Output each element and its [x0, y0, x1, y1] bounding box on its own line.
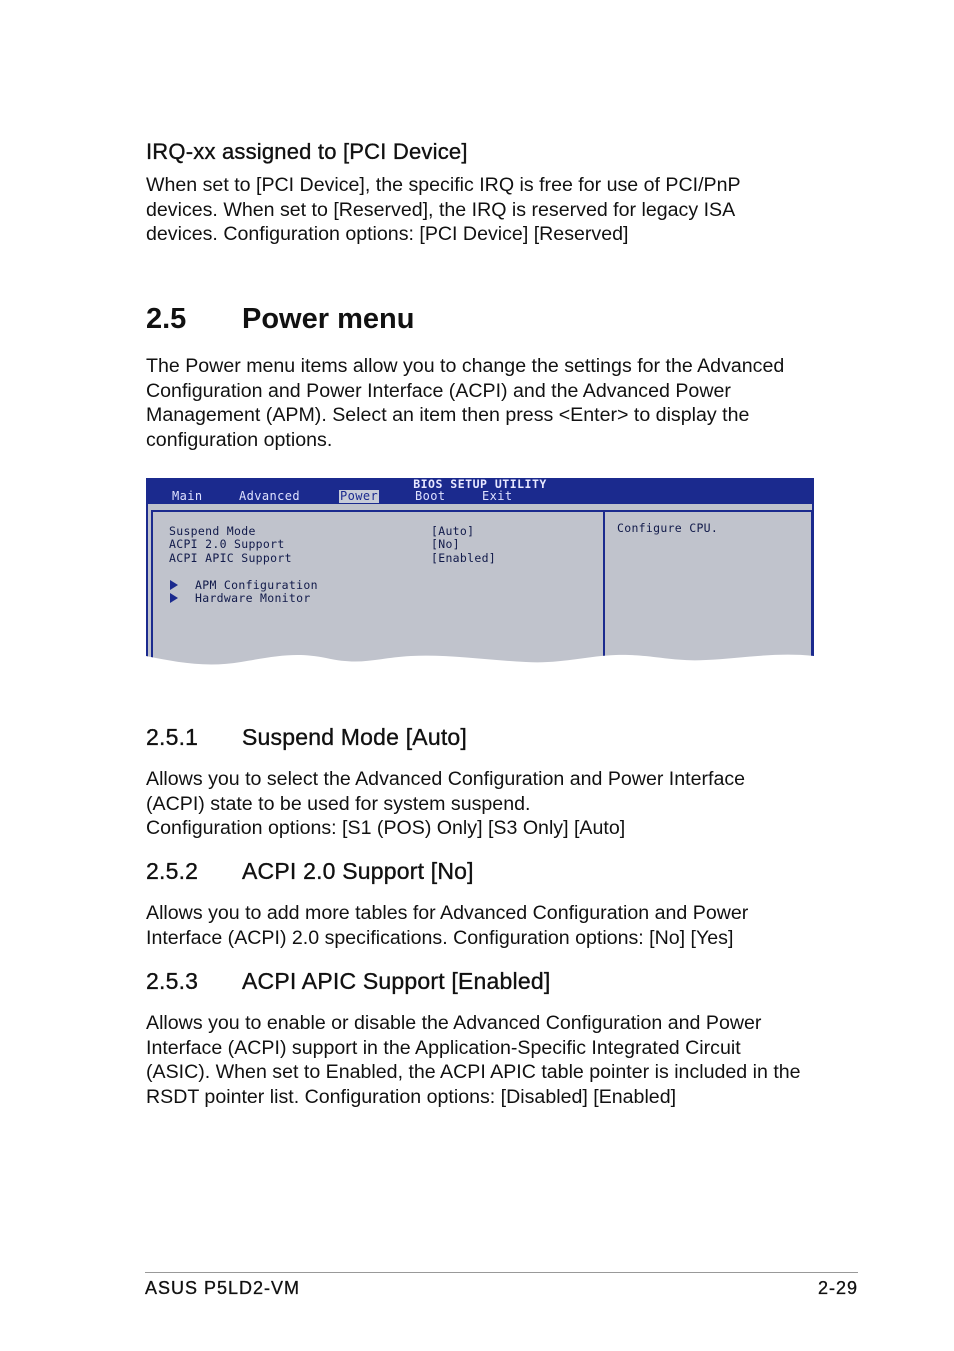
- section-number: 2.5: [146, 303, 187, 335]
- text-line: Interface (ACPI) support in the Application-Specific Integrated Circuit: [146, 1036, 741, 1059]
- text-line: Configuration and Power Interface (ACPI) and the Advanced Power: [146, 379, 731, 402]
- subsection-heading-2-5-1: [146, 724, 467, 751]
- bios-title: BIOS SETUP UTILITY: [413, 477, 547, 491]
- bios-tab-exit[interactable]: Exit: [482, 489, 513, 503]
- subsection-title: Suspend Mode [Auto]: [242, 724, 468, 750]
- bios-setting-value[interactable]: [No]: [431, 537, 460, 551]
- subsection-body-2-5-2: [146, 901, 826, 950]
- bios-tab-advanced[interactable]: Advanced: [239, 489, 300, 503]
- bios-tab-main[interactable]: Main: [172, 489, 203, 503]
- bios-tab-boot[interactable]: Boot: [415, 489, 446, 503]
- text-line: devices. Configuration options: [PCI Device] [Reserved]: [146, 223, 629, 245]
- bios-setting-value[interactable]: [Auto]: [431, 524, 475, 538]
- text-line: configuration options.: [146, 428, 333, 451]
- subsection-number: 2.5.3: [146, 968, 199, 994]
- section-title: Power menu: [242, 303, 415, 335]
- subsection-body-2-5-1: [146, 767, 826, 841]
- text-line: Allows you to enable or disable the Advanced Configuration and Power: [146, 1012, 762, 1034]
- text-line: RSDT pointer list. Configuration options: [Disabled] [Enabled]: [146, 1085, 677, 1108]
- bios-submenu-apm-configuration[interactable]: APM Configuration: [195, 578, 318, 592]
- bios-setting-suspend-mode[interactable]: Suspend Mode: [169, 524, 256, 538]
- bios-edge: [146, 504, 148, 664]
- text-line: Configuration options: [S1 (POS) Only] [S3 Only] [Auto]: [146, 817, 626, 839]
- text-line: Allows you to add more tables for Advanced Configuration and Power: [146, 902, 749, 924]
- bios-help-text: Configure CPU.: [617, 521, 719, 535]
- section-heading: [146, 303, 414, 336]
- subsection-title: ACPI APIC Support [Enabled]: [242, 968, 551, 994]
- text-line: Management (APM). Select an item then press <Enter> to display the: [146, 404, 750, 426]
- bios-submenu-hardware-monitor[interactable]: Hardware Monitor: [195, 591, 311, 605]
- footer-divider: [145, 1272, 858, 1273]
- irq-description: [146, 173, 826, 247]
- bios-screenshot: [146, 478, 814, 690]
- subsection-heading-2-5-3: [146, 968, 550, 995]
- torn-edge: [146, 648, 814, 690]
- subsection-number: 2.5.1: [146, 724, 199, 750]
- text-line: devices. When set to [Reserved], the IRQ is reserved for legacy ISA: [146, 198, 736, 221]
- subsection-body-2-5-3: [146, 1011, 826, 1109]
- text-line: Allows you to select the Advanced Configuration and Power Interface: [146, 768, 746, 790]
- submenu-arrow-icon: [170, 580, 178, 590]
- section-intro: [146, 354, 826, 452]
- bios-setting-value[interactable]: [Enabled]: [431, 551, 497, 565]
- irq-heading: IRQ-xx assigned to [PCI Device]: [146, 139, 468, 164]
- subsection-number: 2.5.2: [146, 858, 199, 884]
- text-line: Interface (ACPI) 2.0 specifications. Configuration options: [No] [Yes]: [146, 926, 734, 949]
- subsection-title: ACPI 2.0 Support [No]: [242, 858, 474, 884]
- submenu-arrow-icon: [170, 593, 178, 603]
- text-line: When set to [PCI Device], the specific IRQ is free for use of PCI/PnP: [146, 174, 741, 196]
- text-line: The Power menu items allow you to change the settings for the Advanced: [146, 355, 785, 377]
- bios-setting-acpi-apic-support[interactable]: ACPI APIC Support: [169, 551, 292, 565]
- bios-setting-acpi-2-support[interactable]: ACPI 2.0 Support: [169, 537, 285, 551]
- subsection-heading-2-5-2: [146, 858, 474, 885]
- text-line: (ASIC). When set to Enabled, the ACPI APIC table pointer is included in the: [146, 1061, 801, 1083]
- text-line: (ACPI) state to be used for system suspend.: [146, 792, 531, 815]
- footer-page-number: 2-29: [817, 1278, 858, 1298]
- bios-tab-power[interactable]: Power: [340, 489, 379, 503]
- footer-product: ASUS P5LD2-VM: [145, 1278, 301, 1298]
